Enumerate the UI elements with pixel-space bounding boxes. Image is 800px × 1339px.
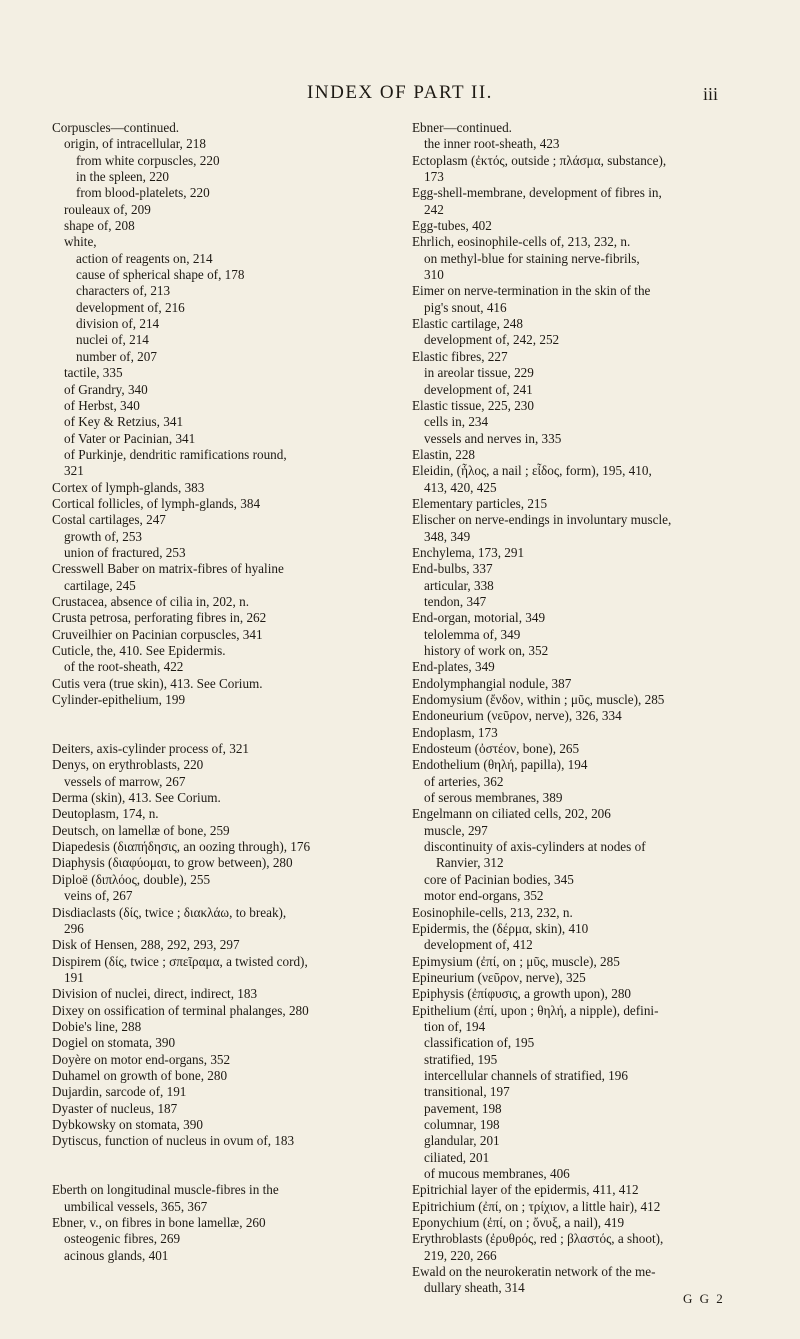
index-entry: Cruveilhier on Pacinian corpuscles, 341 [52, 626, 263, 642]
index-entry: Ebner, v., on fibres in bone lamellæ, 260 [52, 1215, 266, 1231]
index-entry: vessels and nerves in, 335 [424, 430, 562, 446]
index-entry: osteogenic fibres, 269 [64, 1231, 181, 1247]
index-entry: of arteries, 362 [424, 773, 504, 789]
index-entry: of Grandry, 340 [64, 381, 148, 397]
index-entry: 219, 220, 266 [424, 1247, 497, 1263]
index-entry: Cylinder-epithelium, 199 [52, 692, 186, 708]
index-entry: Dispirem (δίς, twice ; σπεῖραμα, a twisted cord), [52, 953, 308, 969]
index-entry: Crusta petrosa, perforating fibres in, 262 [52, 610, 267, 626]
index-entry: of Herbst, 340 [64, 397, 140, 413]
index-entry: Dyaster of nucleus, 187 [52, 1100, 178, 1116]
index-gap [52, 1150, 388, 1166]
index-entry: Elementary particles, 215 [412, 495, 548, 511]
index-entry: growth of, 253 [64, 528, 143, 544]
index-entry: Corpuscles—continued. [52, 120, 180, 135]
index-entry: Doyère on motor end-organs, 352 [52, 1051, 231, 1067]
index-entry: ciliated, 201 [424, 1149, 490, 1165]
index-entry: union of fractured, 253 [64, 544, 186, 560]
index-entry: of serous membranes, 389 [424, 790, 563, 806]
index-entry: Cuticle, the, 410. See Epidermis. [52, 643, 226, 658]
index-entry: stratified, 195 [424, 1051, 498, 1067]
index-entry: Disdiaclasts (δίς, twice ; διακλάω, to break), [52, 904, 287, 920]
index-entry: Dixey on ossification of terminal phalanges, 280 [52, 1002, 309, 1018]
index-entry: End-plates, 349 [412, 659, 495, 675]
index-entry: 242 [424, 201, 444, 217]
page-number: iii [702, 84, 718, 104]
index-entry: Eberth on longitudinal muscle-fibres in the [52, 1182, 279, 1198]
index-entry: acinous glands, 401 [64, 1247, 169, 1263]
index-entry: development of, 242, 252 [424, 332, 560, 348]
index-entry: tion of, 194 [424, 1018, 486, 1034]
index-entry: transitional, 197 [424, 1084, 510, 1100]
index-gap [52, 725, 388, 741]
index-entry: core of Pacinian bodies, 345 [424, 871, 574, 887]
index-entry: Elastic tissue, 225, 230 [412, 397, 534, 413]
index-entry: columnar, 198 [424, 1116, 500, 1132]
index-entry: vessels of marrow, 267 [64, 773, 186, 789]
index-entry: Epidermis, the (δέρμα, skin), 410 [412, 920, 589, 936]
index-entry: Dytiscus, function of nucleus in ovum of, 183 [52, 1133, 295, 1149]
index-entry: Endomysium (ἔνδον, within ; μῦς, muscle), 285 [412, 692, 665, 708]
index-entry: Derma (skin), 413. See Corium. [52, 790, 221, 806]
index-column-right [412, 120, 748, 1297]
index-entry: white, [64, 234, 97, 250]
index-entry: division of, 214 [76, 316, 160, 332]
index-entry: from blood-platelets, 220 [76, 185, 210, 201]
index-entry: Dobie's line, 288 [52, 1018, 142, 1034]
index-entry: development of, 216 [76, 299, 185, 315]
index-entry: End-bulbs, 337 [412, 561, 493, 577]
index-entry: tendon, 347 [424, 593, 487, 609]
index-entry: classification of, 195 [424, 1035, 535, 1051]
index-entry: Duhamel on growth of bone, 280 [52, 1067, 228, 1083]
index-entry: Diapedesis (διαπήδησις, an oozing through), 176 [52, 839, 311, 855]
page-header [0, 80, 800, 110]
index-entry: Egg-tubes, 402 [412, 218, 492, 234]
index-entry: of Key & Retzius, 341 [64, 414, 184, 430]
running-title: INDEX OF PART II. [307, 82, 493, 103]
index-entry: Epitrichial layer of the epidermis, 411, 412 [412, 1182, 639, 1198]
index-entry: pig's snout, 416 [424, 299, 507, 315]
index-entry: 296 [64, 920, 84, 936]
index-gap [52, 708, 388, 724]
index-entry: Cresswell Baber on matrix-fibres of hyaline [52, 561, 284, 577]
index-entry: on methyl-blue for staining nerve-fibrils, [424, 250, 640, 266]
index-entry: Endothelium (θηλή, papilla), 194 [412, 757, 588, 773]
index-entry: Endolymphangial nodule, 387 [412, 675, 572, 691]
index-entry: Egg-shell-membrane, development of fibres in, [412, 185, 662, 201]
index-entry: veins of, 267 [64, 888, 133, 904]
index-entry: intercellular channels of stratified, 196 [424, 1067, 628, 1083]
index-entry: Enchylema, 173, 291 [412, 544, 525, 560]
index-entry: Denys, on erythroblasts, 220 [52, 757, 204, 773]
index-entry: Division of nuclei, direct, indirect, 183 [52, 986, 258, 1002]
index-entry: Elastin, 228 [412, 446, 476, 462]
index-entry: Epimysium (ἐπί, on ; μῦς, muscle), 285 [412, 953, 620, 969]
index-entry: 191 [64, 969, 84, 985]
index-entry: the inner root-sheath, 423 [424, 136, 560, 152]
index-entry: Deutsch, on lamellæ of bone, 259 [52, 822, 230, 838]
index-entry: Endoneurium (νεῦρον, nerve), 326, 334 [412, 708, 622, 724]
index-entry: Dybkowsky on stomata, 390 [52, 1116, 203, 1132]
index-entry: of the root-sheath, 422 [64, 659, 184, 675]
index-entry: muscle, 297 [424, 822, 488, 838]
index-entry: in the spleen, 220 [76, 169, 170, 185]
index-entry: articular, 338 [424, 577, 494, 593]
index-entry: development of, 241 [424, 381, 533, 397]
index-entry: history of work on, 352 [424, 643, 549, 658]
index-entry: in areolar tissue, 229 [424, 365, 534, 381]
index-entry: tactile, 335 [64, 365, 123, 381]
index-entry: Erythroblasts (ἐρυθρός, red ; βλαστός, a shoot), [412, 1231, 664, 1247]
index-entry: Epineurium (νεῦρον, nerve), 325 [412, 969, 586, 985]
index-entry: Ranvier, 312 [436, 855, 504, 871]
index-entry: Deutoplasm, 174, n. [52, 806, 159, 822]
index-entry: from white corpuscles, 220 [76, 152, 220, 168]
index-entry: Eimer on nerve-termination in the skin of the [412, 283, 651, 299]
index-entry: Elischer on nerve-endings in involuntary muscle, [412, 512, 672, 528]
index-entry: Epiphysis (ἐπίφυσις, a growth upon), 280 [412, 986, 632, 1002]
index-entry: 310 [424, 267, 444, 283]
index-entry: Cutis vera (true skin), 413. See Corium. [52, 675, 263, 691]
index-entry: Engelmann on ciliated cells, 202, 206 [412, 806, 611, 822]
index-entry: of mucous membranes, 406 [424, 1166, 570, 1181]
signature-mark: G G 2 [683, 1291, 725, 1306]
index-entry: of Purkinje, dendritic ramifications round, [64, 446, 287, 462]
index-column-left [52, 120, 388, 1264]
index-entry: Dujardin, sarcode of, 191 [52, 1084, 187, 1100]
index-entry: Ectoplasm (ἐκτός, outside ; πλάσμα, substance), [412, 152, 667, 168]
index-entry: Crustacea, absence of cilia in, 202, n. [52, 593, 250, 609]
index-entry: 173 [424, 169, 444, 185]
index-entry: pavement, 198 [424, 1100, 502, 1116]
index-entry: nuclei of, 214 [76, 332, 149, 348]
index-entry: Epitrichium (ἐπί, on ; τρίχιον, a little hair), 412 [412, 1198, 661, 1214]
index-entry: Deiters, axis-cylinder process of, 321 [52, 741, 250, 757]
index-entry: umbilical vessels, 365, 367 [64, 1198, 208, 1214]
index-entry: Disk of Hensen, 288, 292, 293, 297 [52, 937, 240, 953]
index-entry: characters of, 213 [76, 283, 171, 299]
index-entry: Cortical follicles, of lymph-glands, 384 [52, 495, 261, 511]
index-entry: Ewald on the neurokeratin network of the me- [412, 1264, 656, 1280]
index-entry: of Vater or Pacinian, 341 [64, 430, 196, 446]
index-entry: cells in, 234 [424, 414, 489, 430]
index-entry: Eleidin, (ἧλος, a nail ; εἶδος, form), 195, 410, [412, 463, 652, 479]
index-entry: Diploë (διπλόος, double), 255 [52, 871, 211, 887]
index-entry: Ebner—continued. [412, 120, 512, 135]
index-entry: Eponychium (ἐπί, on ; ὄνυξ, a nail), 419 [412, 1215, 625, 1231]
index-entry: 321 [64, 463, 84, 479]
index-entry: Diaphysis (διαφύομαι, to grow between), 280 [52, 855, 293, 871]
index-entry: action of reagents on, 214 [76, 250, 213, 266]
index-entry: Cortex of lymph-glands, 383 [52, 479, 205, 495]
index-entry: Elastic fibres, 227 [412, 348, 508, 364]
index-entry: cartilage, 245 [64, 577, 136, 593]
index-entry: glandular, 201 [424, 1133, 500, 1149]
index-entry: Eosinophile-cells, 213, 232, n. [412, 904, 573, 920]
index-entry: 348, 349 [424, 528, 471, 544]
index-entry: number of, 207 [76, 348, 157, 364]
index-entry: Dogiel on stomata, 390 [52, 1035, 176, 1051]
index-gap [52, 1166, 388, 1182]
index-entry: motor end-organs, 352 [424, 888, 544, 904]
index-entry: development of, 412 [424, 937, 533, 953]
index-entry: Endosteum (ὀστέον, bone), 265 [412, 741, 580, 757]
index-entry: Epithelium (ἐπί, upon ; θηλή, a nipple), defini- [412, 1002, 659, 1018]
index-entry: discontinuity of axis-cylinders at nodes of [424, 839, 646, 855]
index-entry: cause of spherical shape of, 178 [76, 267, 245, 283]
index-entry: dullary sheath, 314 [424, 1280, 525, 1296]
index-entry: 413, 420, 425 [424, 479, 497, 495]
index-entry: Costal cartilages, 247 [52, 512, 166, 528]
index-entry: End-organ, motorial, 349 [412, 610, 546, 626]
index-entry: origin, of intracellular, 218 [64, 136, 206, 152]
index-entry: rouleaux of, 209 [64, 201, 151, 217]
index-entry: telolemma of, 349 [424, 626, 521, 642]
index-entry: Endoplasm, 173 [412, 724, 498, 740]
index-entry: shape of, 208 [64, 218, 135, 234]
index-entry: Elastic cartilage, 248 [412, 316, 523, 332]
index-entry: Ehrlich, eosinophile-cells of, 213, 232, n. [412, 234, 631, 250]
